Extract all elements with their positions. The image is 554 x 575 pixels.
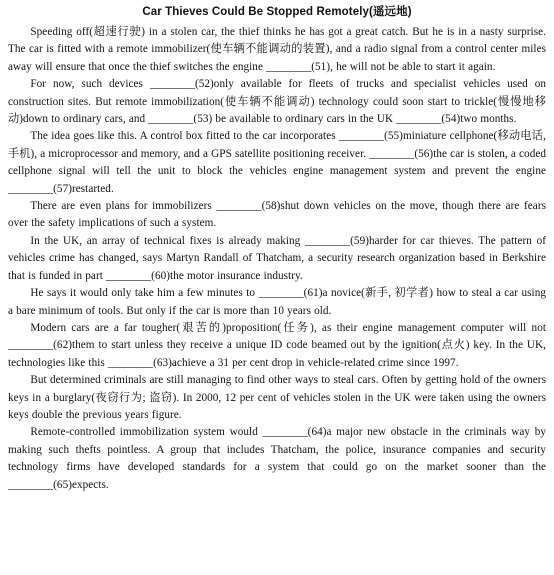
paragraph-4: There are even plans for immobilizers ________(58)shut down vehicles on the move, though there are fears over the safety implications of such a system. [8,200,546,230]
paragraph-3: The idea goes like this. A control box fitted to the car incorporates ________(55)miniature cellphone(移动电话, 手机), a microprocessor and memory, and a GPS satellite positioning receiver. ________(56)the car is stolen, a coded cellphone signal will tell the unit to block the vehicles engine management system and prevent the engine ________(57)restarted. [8,130,546,195]
paragraph-5: In the UK, an array of technical fixes is already making ________(59)harder for car thieves. The pattern of vehicles crime has changed, says Martyn Randall of Thatcham, a security research organization based in Berkshire that is funded in part ________(60)the motor insurance industry. [8,234,546,282]
paragraph-9: Remote-controlled immobilization system would ________(64)a major new obstacle in the criminals way by making such thefts pointless. A group that includes Thatcham, the police, insurance companies and security technology firms have developed standards for a system that could go on the market sooner than the ________(65)expects. [8,426,546,491]
paragraph-8: But determined criminals are still managing to find other ways to steal cars. Often by getting hold of the owners keys in a burglary(夜窃行为; 盗窃). In 2000, 12 per cent of vehicles stolen in the UK were taken using the owners keys double the previous years figure. [8,374,546,421]
article-title: Car Thieves Could Be Stopped Remotely(遥远地) [142,6,412,18]
paragraph-2: For now, such devices ________(52)only available for fleets of trucks and specialist vehicles used on construction sites. But remote immobilization(使车辆不能调动) technology could soon start to trickle(慢慢地移动)down to ordinary cars, and ________(53) be available to ordinary cars in the UK ________(54)two months. [8,78,546,126]
paragraph-1: Speeding off(超速行驶) in a stolen car, the thief thinks he has got a great catch. But he is in a nasty surprise. The car is fitted with a remote immobilizer(使车辆不能调动的装置), and a radio signal from a control center miles away will ensure that once the thief switches the engine ________(51), he will not be able to start it again. [8,26,546,73]
paragraph-6: He says it would only take him a few minutes to ________(61)a novice(新手, 初学者) how to steal a car using a bare minimum of tools. But only if the car is more than 10 years old. [8,287,546,317]
paragraph-7: Modern cars are a far tougher(艰苦的)proposition(任务), as their engine management computer will not ________(62)them to start unless they receive a unique ID code beamed out by the ignition(点火) key. In the UK, technologies like this ________(63)achieve a 31 per cent drop in vehicle-related crime since 1997. [8,321,546,369]
